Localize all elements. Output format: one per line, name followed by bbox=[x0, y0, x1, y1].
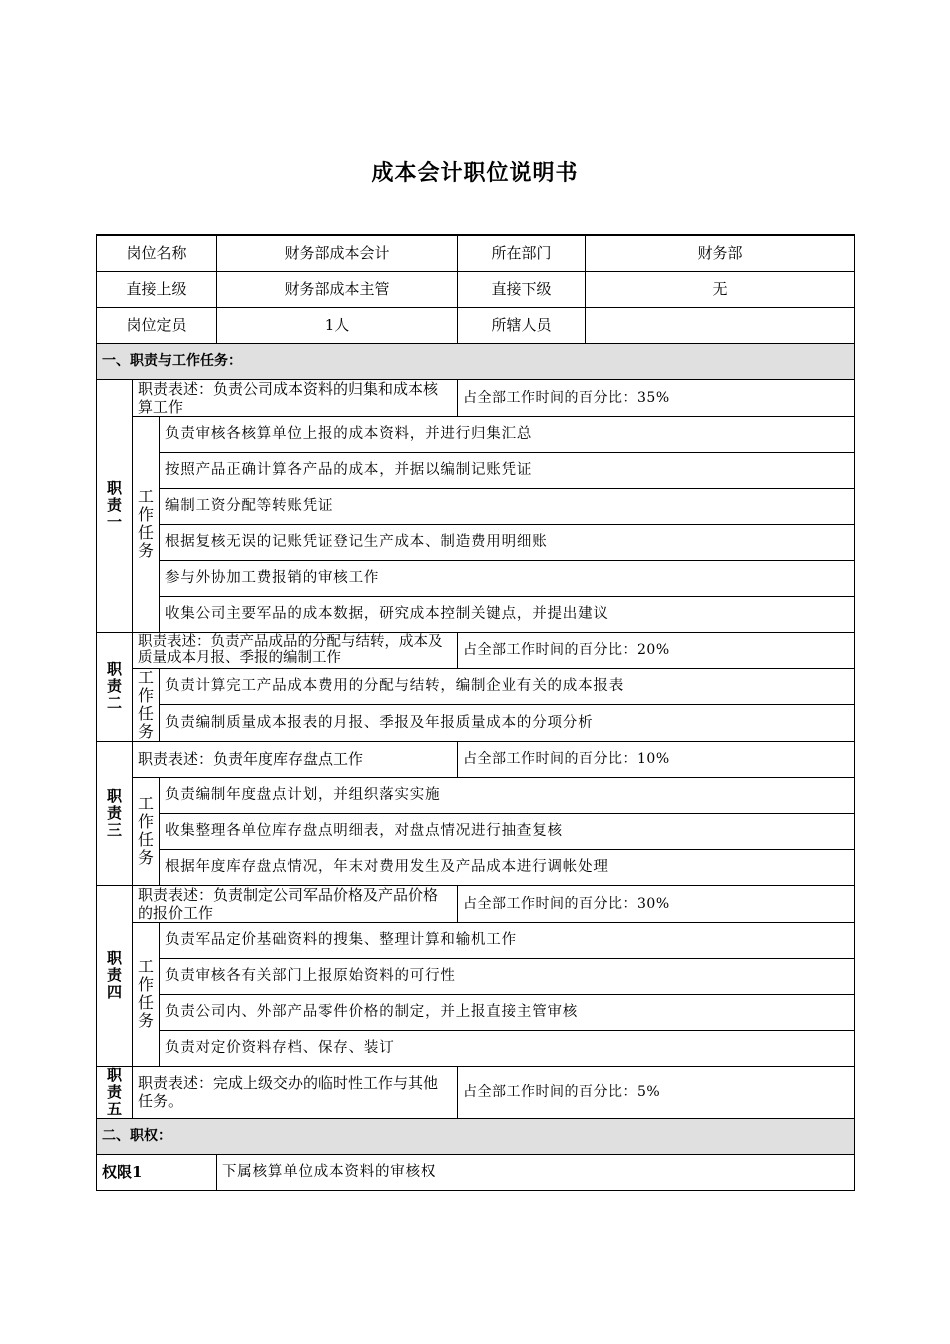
task-item: 负责计算完工产品成本费用的分配与结转，编制企业有关的成本报表 bbox=[160, 668, 855, 705]
task-row bbox=[97, 849, 855, 885]
duty-percent: 占全部工作时间的百分比：35% bbox=[458, 379, 855, 416]
task-row bbox=[97, 668, 855, 705]
task-item: 参与外协加工费报销的审核工作 bbox=[160, 560, 855, 596]
task-row bbox=[97, 777, 855, 813]
authority-value: 下属核算单位成本资料的审核权 bbox=[217, 1154, 855, 1190]
task-row bbox=[97, 1030, 855, 1066]
table-row bbox=[97, 235, 855, 271]
duty-label: 职 责 一 bbox=[97, 379, 133, 632]
task-row bbox=[97, 524, 855, 560]
duty-percent: 占全部工作时间的百分比：5% bbox=[458, 1066, 855, 1118]
subordinate-value: 无 bbox=[586, 271, 855, 307]
task-item: 收集整理各单位库存盘点明细表，对盘点情况进行抽查复核 bbox=[160, 813, 855, 849]
department-label: 所在部门 bbox=[458, 235, 586, 271]
section-duties-title: 一、职责与工作任务： bbox=[97, 343, 855, 379]
duty-statement: 职责表述：负责制定公司军品价格及产品价格的报价工作 bbox=[133, 885, 458, 922]
duty-percent: 占全部工作时间的百分比：20% bbox=[458, 632, 855, 668]
task-label: 工 作 任 务 bbox=[133, 922, 160, 1066]
staff-value bbox=[586, 307, 855, 343]
task-item: 收集公司主要军品的成本数据，研究成本控制关键点，并提出建议 bbox=[160, 596, 855, 632]
task-item: 编制工资分配等转账凭证 bbox=[160, 488, 855, 524]
task-item: 负责公司内、外部产品零件价格的制定，并上报直接主管审核 bbox=[160, 994, 855, 1030]
task-label: 工 作 任 务 bbox=[133, 777, 160, 885]
task-item: 负责编制质量成本报表的月报、季报及年报质量成本的分项分析 bbox=[160, 705, 855, 742]
staff-label: 所辖人员 bbox=[458, 307, 586, 343]
table-row bbox=[97, 343, 855, 379]
task-row bbox=[97, 958, 855, 994]
department-value: 财务部 bbox=[586, 235, 855, 271]
task-item: 根据复核无误的记账凭证登记生产成本、制造费用明细账 bbox=[160, 524, 855, 560]
task-item: 负责审核各有关部门上报原始资料的可行性 bbox=[160, 958, 855, 994]
position-name-value: 财务部成本会计 bbox=[217, 235, 458, 271]
subordinate-label: 直接下级 bbox=[458, 271, 586, 307]
task-item: 负责审核各核算单位上报的成本资料，并进行归集汇总 bbox=[160, 416, 855, 452]
task-row bbox=[97, 452, 855, 488]
duty-statement-row bbox=[97, 379, 855, 416]
task-item: 根据年度库存盘点情况，年末对费用发生及产品成本进行调帐处理 bbox=[160, 849, 855, 885]
duty-statement-row bbox=[97, 885, 855, 922]
task-row bbox=[97, 922, 855, 958]
table-row bbox=[97, 1118, 855, 1154]
duty-label: 职 责 二 bbox=[97, 632, 133, 741]
duty-statement-row bbox=[97, 632, 855, 668]
task-label: 工 作 任 务 bbox=[133, 668, 160, 741]
duty-label: 职 责 五 bbox=[97, 1066, 133, 1118]
position-name-label: 岗位名称 bbox=[97, 235, 217, 271]
page-title: 成本会计职位说明书 bbox=[371, 161, 579, 186]
duty-statement: 职责表述：完成上级交办的临时性工作与其他任务。 bbox=[133, 1066, 458, 1118]
duty-statement-row bbox=[97, 741, 855, 777]
task-row bbox=[97, 994, 855, 1030]
superior-value: 财务部成本主管 bbox=[217, 271, 458, 307]
superior-label: 直接上级 bbox=[97, 271, 217, 307]
task-label: 工 作 任 务 bbox=[133, 416, 160, 632]
task-row bbox=[97, 416, 855, 452]
task-item: 按照产品正确计算各产品的成本，并据以编制记账凭证 bbox=[160, 452, 855, 488]
table-row bbox=[97, 271, 855, 307]
task-row bbox=[97, 813, 855, 849]
task-item: 负责对定价资料存档、保存、装订 bbox=[160, 1030, 855, 1066]
duty-statement: 职责表述：负责年度库存盘点工作 bbox=[133, 741, 458, 777]
authority-label: 权限1 bbox=[97, 1154, 217, 1190]
duty-percent: 占全部工作时间的百分比：30% bbox=[458, 885, 855, 922]
duty-statement-row bbox=[97, 1066, 855, 1118]
table-row bbox=[97, 307, 855, 343]
task-item: 负责编制年度盘点计划，并组织落实实施 bbox=[160, 777, 855, 813]
headcount-label: 岗位定员 bbox=[97, 307, 217, 343]
headcount-value: 1人 bbox=[217, 307, 458, 343]
task-row bbox=[97, 596, 855, 632]
authority-row bbox=[97, 1154, 855, 1190]
duty-statement: 职责表述：负责公司成本资料的归集和成本核算工作 bbox=[133, 379, 458, 416]
task-item: 负责军品定价基础资料的搜集、整理计算和输机工作 bbox=[160, 922, 855, 958]
duty-percent: 占全部工作时间的百分比：10% bbox=[458, 741, 855, 777]
duty-label: 职 责 三 bbox=[97, 741, 133, 885]
task-row bbox=[97, 488, 855, 524]
duty-label: 职 责 四 bbox=[97, 885, 133, 1066]
job-description-table bbox=[96, 234, 855, 1191]
section-authority-title: 二、职权： bbox=[97, 1118, 855, 1154]
task-row bbox=[97, 705, 855, 742]
task-row bbox=[97, 560, 855, 596]
duty-statement: 职责表述：负责产品成品的分配与结转，成本及质量成本月报、季报的编制工作 bbox=[133, 632, 458, 668]
